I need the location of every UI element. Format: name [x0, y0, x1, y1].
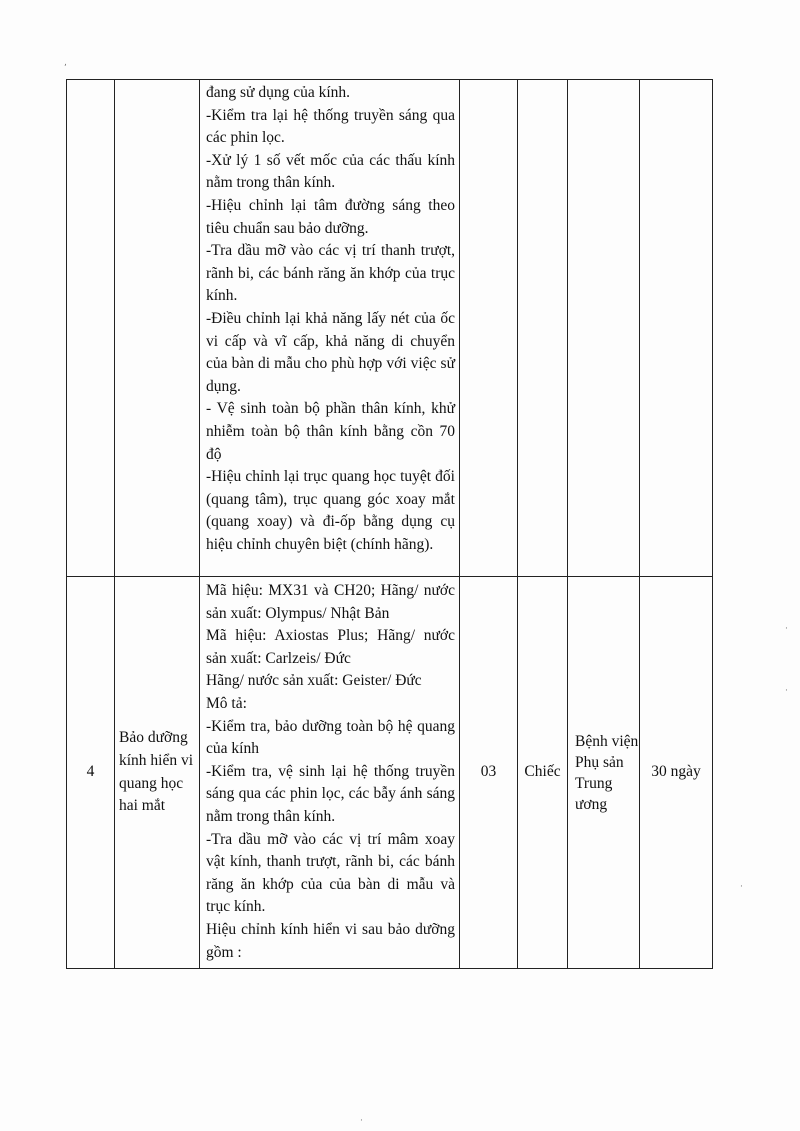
description-line: -Kiểm tra, vệ sinh lại hệ thống truyền sáng qua các phin lọc, các bẫy ánh sáng nằm trong thân kính. — [206, 762, 455, 825]
description-line: -Kiểm tra, bảo dưỡng toàn bộ hệ quang của kính — [206, 717, 455, 758]
description-line: Mã hiệu: MX31 và CH20; Hãng/ nước sản xuất: Olympus/ Nhật Bản — [206, 582, 455, 622]
unit-cell: Chiếc — [518, 577, 568, 969]
item-name-cell — [115, 80, 200, 577]
place-cell: Bệnh viện Phụ sản Trung ương — [568, 577, 640, 969]
time-cell: 30 ngày — [640, 577, 713, 969]
item-name-cell: Bảo dưỡng kính hiển vi quang học hai mắt — [115, 577, 200, 969]
description-cell — [200, 577, 460, 969]
description-line: -Tra dầu mỡ vào các vị trí mâm xoay vật kính, thanh trượt, rãnh bi, các bánh răng ăn khớp của của bàn di mẫu và trục kính. — [206, 830, 455, 916]
stt-cell: 4 — [67, 577, 115, 969]
description-line: -Điều chỉnh lại khả năng lấy nét của ốc vi cấp và vĩ cấp, khả năng di chuyển của bàn di mẫu cho phù hợp với việc sử dụng. — [206, 309, 455, 395]
scan-mark: · — [785, 624, 788, 634]
quantity-cell: 03 — [460, 577, 518, 969]
description-line: -Tra dầu mỡ vào các vị trí thanh trượt, rãnh bi, các bánh răng ăn khớp của trục kính. — [206, 242, 455, 305]
time-cell — [640, 80, 713, 577]
stt-cell — [67, 80, 115, 577]
scan-mark: · — [785, 686, 788, 696]
description-line: -Kiểm tra lại hệ thống truyền sáng qua các phin lọc. — [206, 106, 455, 147]
place-cell — [568, 80, 640, 577]
description-line: Mô tả: — [206, 694, 247, 712]
description-line: Hiệu chỉnh kính hiển vi sau bảo dưỡng gồm : — [206, 920, 455, 961]
quantity-cell — [460, 80, 518, 577]
description-line: - Vệ sinh toàn bộ phần thân kính, khử nhiễm toàn bộ thân kính bằng cồn 70 độ — [206, 400, 455, 463]
description-line: Hãng/ nước sản xuất: Geister/ Đức — [206, 672, 422, 690]
scan-mark: , — [64, 58, 67, 68]
scan-mark: · — [360, 1116, 363, 1126]
table-row — [67, 577, 713, 969]
table-row — [67, 80, 713, 577]
description-line: -Xử lý 1 số vết mốc của các thấu kính nằm trong thân kính. — [206, 151, 455, 192]
scan-mark: · — [740, 882, 743, 892]
description-line: Mã hiệu: Axiostas Plus; Hãng/ nước sản xuất: Carlzeis/ Đức — [206, 627, 455, 667]
description-line: -Hiệu chỉnh lại tâm đường sáng theo tiêu chuẩn sau bảo dưỡng. — [206, 196, 455, 237]
description-line: -Hiệu chỉnh lại trục quang học tuyệt đối (quang tâm), trục quang góc xoay mắt (quang xoay) và đi-ốp bằng dụng cụ hiệu chỉnh chuyên biệt (chính hãng). — [206, 468, 455, 553]
description-line: đang sử dụng của kính. — [206, 84, 351, 101]
description-cell — [200, 80, 460, 577]
unit-cell — [518, 80, 568, 577]
services-table — [66, 79, 713, 969]
